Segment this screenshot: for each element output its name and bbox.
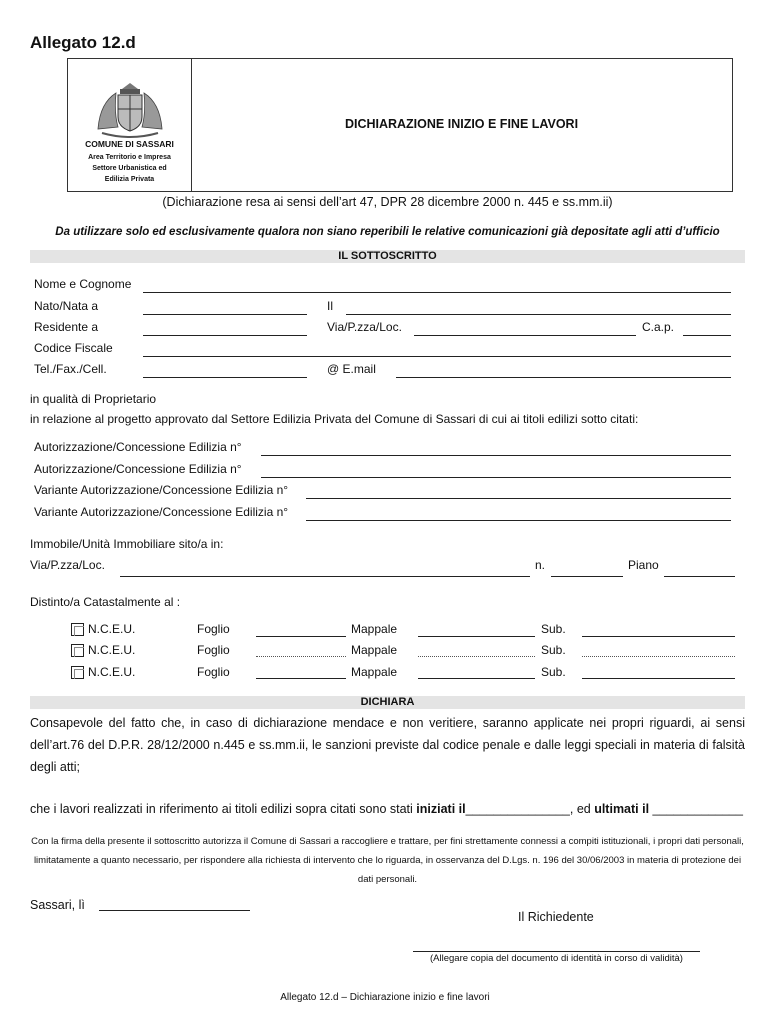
field-titolo-1[interactable] [261, 455, 731, 456]
field-foglio-1[interactable] [256, 636, 346, 637]
label-foglio-1: Foglio [197, 622, 230, 636]
label-nceu-1: N.C.E.U. [88, 622, 136, 636]
section-sottoscritto: IL SOTTOSCRITTO [30, 250, 745, 263]
logo-line-1: Area Territorio e Impresa [88, 154, 171, 161]
label-tel: Tel./Fax./Cell. [34, 362, 107, 376]
label-via: Via/P.zza/Loc. [327, 320, 402, 334]
field-data-inizio[interactable]: _______________ [465, 802, 570, 816]
field-sub-1[interactable] [582, 636, 735, 637]
field-data-fine[interactable]: _____________ [649, 802, 743, 816]
label-email: @ E.mail [327, 362, 376, 376]
allegare-note: (Allegare copia del documento di identità in corso di validità) [430, 953, 683, 964]
label-mappale-3: Mappale [351, 665, 398, 679]
label-nceu-2: N.C.E.U. [88, 643, 136, 657]
section-dichiara: DICHIARA [30, 696, 745, 709]
field-mappale-1[interactable] [418, 636, 535, 637]
field-via[interactable] [414, 335, 636, 336]
label-nceu-3: N.C.E.U. [88, 665, 136, 679]
label-immobile-piano: Piano [628, 558, 659, 572]
immobile-heading: Immobile/Unità Immobiliare sito/a in: [30, 537, 224, 551]
label-sub-3: Sub. [541, 665, 566, 679]
checkbox-nceu-1[interactable] [71, 623, 84, 636]
field-mappale-2[interactable] [418, 656, 535, 657]
label-mappale-2: Mappale [351, 643, 398, 657]
label-titolo-4: Variante Autorizzazione/Concessione Edilizia n° [34, 505, 289, 519]
legal-reference: (Dichiarazione resa ai sensi dell’art 47, DPR 28 dicembre 2000 n. 445 e ss.mm.ii) [162, 195, 613, 209]
field-nome[interactable] [143, 292, 731, 293]
field-foglio-2[interactable] [256, 656, 346, 657]
coat-of-arms-icon [90, 79, 170, 139]
label-titolo-1: Autorizzazione/Concessione Edilizia n° [34, 440, 242, 454]
field-immobile-via[interactable] [120, 576, 530, 577]
field-data-firma[interactable] [99, 910, 250, 911]
lavori-pre-text: che i lavori realizzati in riferimento ai titoli edilizi sopra citati sono stati [30, 802, 417, 816]
document-title: DICHIARAZIONE INIZIO E FINE LAVORI [344, 117, 579, 131]
label-residente: Residente a [34, 320, 99, 334]
usage-note: Da utilizzare solo ed esclusivamente qualora non siano reperibili le relative comunicazioni già depositate agli atti d’ufficio [55, 226, 720, 238]
qualita-text: in qualità di Proprietario [30, 392, 157, 406]
field-titolo-4[interactable] [306, 520, 731, 521]
label-cap: C.a.p. [642, 320, 675, 334]
field-titolo-3[interactable] [306, 498, 731, 499]
field-sub-3[interactable] [582, 678, 735, 679]
lavori-mid-text: , ed [569, 802, 595, 816]
annex-title: Allegato 12.d [30, 33, 136, 52]
label-nome: Nome e Cognome [34, 277, 132, 291]
lavori-statement [30, 802, 743, 816]
field-immobile-piano[interactable] [664, 576, 735, 577]
field-cap[interactable] [683, 335, 731, 336]
field-mappale-3[interactable] [418, 678, 535, 679]
logo-line-0: COMUNE DI SASSARI [85, 139, 174, 149]
label-mappale-1: Mappale [351, 622, 398, 636]
label-immobile-via: Via/P.zza/Loc. [30, 558, 105, 572]
label-sassari: Sassari, lì [30, 898, 85, 912]
logo-line-2: Settore Urbanistica ed [92, 165, 167, 172]
field-residente[interactable] [143, 335, 307, 336]
field-codice-fiscale[interactable] [143, 356, 731, 357]
field-data-nascita[interactable] [346, 314, 731, 315]
logo-cell [68, 59, 192, 191]
label-foglio-2: Foglio [197, 643, 230, 657]
checkbox-nceu-2[interactable] [71, 644, 84, 657]
relazione-text: in relazione al progetto approvato dal Settore Edilizia Privata del Comune di Sassari di cui ai titoli edilizi sotto citati: [30, 412, 639, 426]
field-email[interactable] [396, 377, 731, 378]
label-titolo-2: Autorizzazione/Concessione Edilizia n° [34, 462, 242, 476]
ultimati-label: ultimati il [594, 802, 650, 816]
consapevole-text: Consapevole del fatto che, in caso di dichiarazione mendace e non veritiere, saranno applicate nei propri riguardi, ai sensi dell’art.76 del D.P.R. 28/12/2000 n.445 e ss.mm.ii, le sanzioni previste dal codice penale e dalle leggi speciali in materia di falsità degli atti; [30, 716, 745, 774]
field-foglio-3[interactable] [256, 678, 346, 679]
logo-line-3: Edilizia Privata [104, 176, 155, 183]
label-nato: Nato/Nata a [34, 299, 99, 313]
field-nato[interactable] [143, 314, 307, 315]
label-sub-2: Sub. [541, 643, 566, 657]
field-sub-2[interactable] [582, 656, 735, 657]
privacy-text: Con la firma della presente il sottoscritto autorizza il Comune di Sassari a raccogliere e trattare, per fini strettamente connessi a compiti istituzionali, i propri dati personali, limitatamente a quanto necessario, per rispondere alla richiesta di intervento che lo riguarda, in osservanza del D.Lgs. n. 196 del 30/06/2003 in materia di protezione dei dati personali. [31, 836, 744, 885]
field-tel[interactable] [143, 377, 307, 378]
label-codice-fiscale: Codice Fiscale [34, 341, 113, 355]
label-richiedente: Il Richiedente [518, 910, 594, 924]
label-sub-1: Sub. [541, 622, 566, 636]
checkbox-nceu-3[interactable] [71, 666, 84, 679]
catasto-heading: Distinto/a Catastalmente al : [30, 595, 181, 609]
label-foglio-3: Foglio [197, 665, 230, 679]
label-il: Il [327, 299, 333, 313]
label-titolo-3: Variante Autorizzazione/Concessione Edilizia n° [34, 483, 289, 497]
page-footer: Allegato 12.d – Dichiarazione inizio e fine lavori [280, 992, 490, 1003]
header-box [67, 58, 733, 192]
field-titolo-2[interactable] [261, 477, 731, 478]
field-immobile-n[interactable] [551, 576, 623, 577]
label-immobile-n: n. [535, 558, 546, 572]
iniziati-label: iniziati il [416, 802, 466, 816]
